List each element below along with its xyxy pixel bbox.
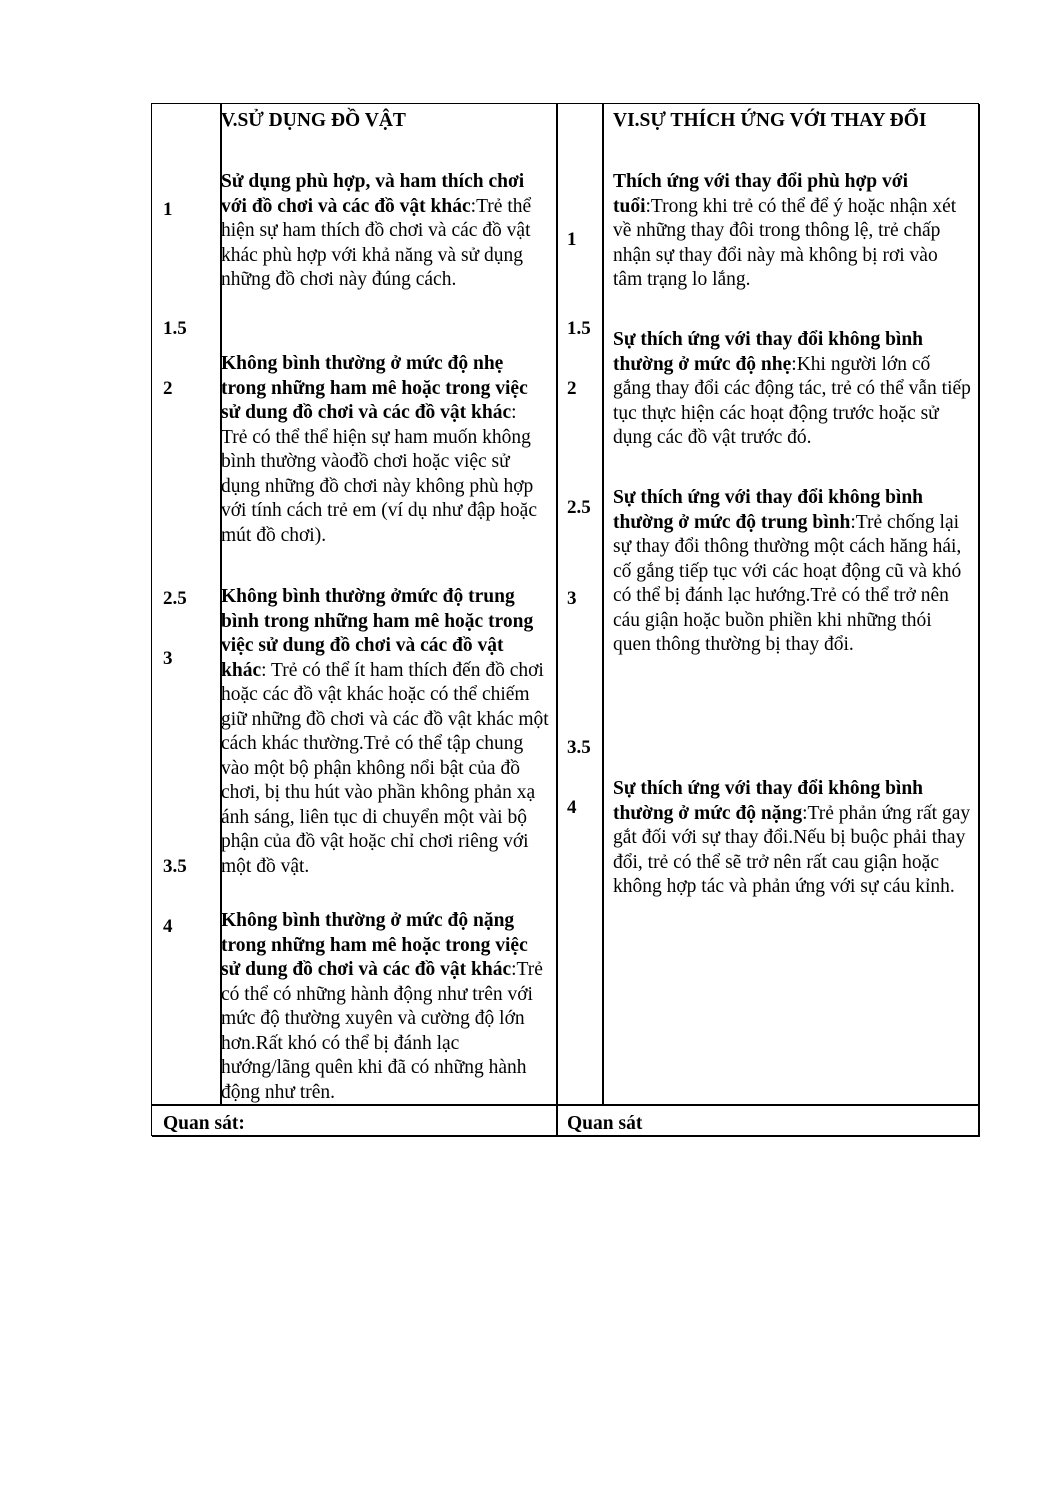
col-divider [556, 104, 558, 1137]
section-v-score: 1.5 [163, 318, 187, 339]
section-vi-score: 4 [567, 797, 577, 818]
item-text: :Khi người lớn cố gắng thay đổi các động tác, trẻ có thể vẫn tiếp tục thực hiện các hoạt động trước hoặc sử dụng các đồ vật trước đó. [613, 353, 971, 448]
section-vi-score: 1 [567, 229, 577, 250]
col-divider [978, 104, 980, 1137]
row-divider [152, 1135, 980, 1137]
item-text: : Trẻ có thể ít ham thích đến đồ chơi hoặc các đồ vật khác hoặc có thể chiếm giữ những đồ chơi và các đồ vật khác một cách khác thường.Trẻ có thể tập chung vào một bộ phận không nổi bật của đồ chơi, bị thu hút vào phần không phản xạ ánh sáng, liên tục di chuyển một vài bộ phận của đồ vật hoặc chỉ chơi riêng với một đồ vật. [221, 659, 549, 877]
section-v-item [221, 585, 551, 879]
section-vi-item [613, 328, 973, 451]
item-text: :Trẻ chống lại sự thay đổi thông thường một cách hăng hái, cố gắng tiếp tục với các hoạt động cũ và khó có thể bị đánh lạc hướng.Trẻ có thể trở nên cáu giận hoặc buồn phiền khi những thói quen thông thường bị thay đổi. [613, 511, 962, 655]
item-text: :Trong khi trẻ có thể để ý hoặc nhận xét về những thay đôi trong thông lệ, trẻ chấp nhận sự thay đổi này mà không bị rơi vào tâm trạng lo lắng. [613, 195, 957, 290]
section-vi-item [613, 777, 973, 900]
section-v-score: 2 [163, 378, 173, 399]
section-vi-item [613, 170, 968, 293]
section-vi-score: 1.5 [567, 318, 591, 339]
item-text: :Trẻ thể hiện sự ham thích đồ chơi và các đồ vật khác phù hợp với khả năng và sử dụng những đồ chơi này đúng cách. [221, 195, 532, 290]
section-vi-score: 2.5 [567, 497, 591, 518]
section-vi-item [613, 486, 973, 658]
item-text: :Trẻ phản ứng rất gay gắt đối với sự thay đổi.Nếu bị buộc phải thay đổi, trẻ có thể sẽ trở nên rất cau giận hoặc không hợp tác và phản ứng với sự cáu kỉnh. [613, 802, 971, 897]
item-heading: Không bình thường ởmức độ trung bình trong những ham mê hoặc trong việc sử dung đồ chơi và các đồ vật khác [221, 586, 534, 681]
section-v-observation: Quan sát: [163, 1113, 245, 1134]
section-v-score: 3 [163, 648, 173, 669]
section-v-score: 1 [163, 199, 173, 220]
item-heading: Sự thích ứng với thay đổi không bình thường ở mức độ nặng [613, 778, 924, 824]
section-v-title: V.SỬ DỤNG ĐỒ VẬT [221, 110, 406, 131]
section-v-score: 2.5 [163, 588, 187, 609]
section-vi-score: 3 [567, 588, 577, 609]
section-v-item [221, 352, 546, 548]
item-text: :Trẻ có thể có những hành động như trên với mức độ thường xuyên và cường độ lớn hơn.Rất khó có thể bị đánh lạc hướng/lãng quên khi đã có những hành động như trên. [221, 959, 543, 1103]
item-heading: Sự thích ứng với thay đổi không bình thường ở mức độ nhẹ [613, 329, 924, 375]
section-v-item [221, 170, 546, 293]
item-heading: Thích ứng với thay đổi phù hợp với tuổi [613, 171, 908, 217]
item-heading: Không bình thường ở mức độ nặng trong những ham mê hoặc trong việc sử dung đồ chơi và các đồ vật khác [221, 910, 528, 980]
section-vi-observation: Quan sát [567, 1113, 643, 1134]
item-heading: Sự thích ứng với thay đổi không bình thường ở mức độ trung bình [613, 487, 924, 533]
section-v-item [221, 909, 551, 1105]
col-divider [602, 104, 604, 1105]
section-vi-score: 2 [567, 378, 577, 399]
section-v-score: 4 [163, 916, 173, 937]
section-v-score: 3.5 [163, 856, 187, 877]
section-vi-score: 3.5 [567, 737, 591, 758]
section-vi-title: VI.SỰ THÍCH ỨNG VỚI THAY ĐỔI [613, 110, 927, 131]
item-heading: Không bình thường ở mức độ nhẹ trong những ham mê hoặc trong việc sử dung đồ chơi và các đồ vật khác [221, 353, 528, 423]
item-heading: Sử dụng phù hợp, và ham thích chơi với đồ chơi và các đồ vật khác [221, 171, 525, 217]
item-text: : Trẻ có thể thể hiện sự ham muốn không bình thường vàođồ chơi hoặc việc sử dụng những đồ chơi này không phù hợp với tính cách trẻ em (ví dụ như đập hoặc mút đồ chơi). [221, 402, 537, 546]
